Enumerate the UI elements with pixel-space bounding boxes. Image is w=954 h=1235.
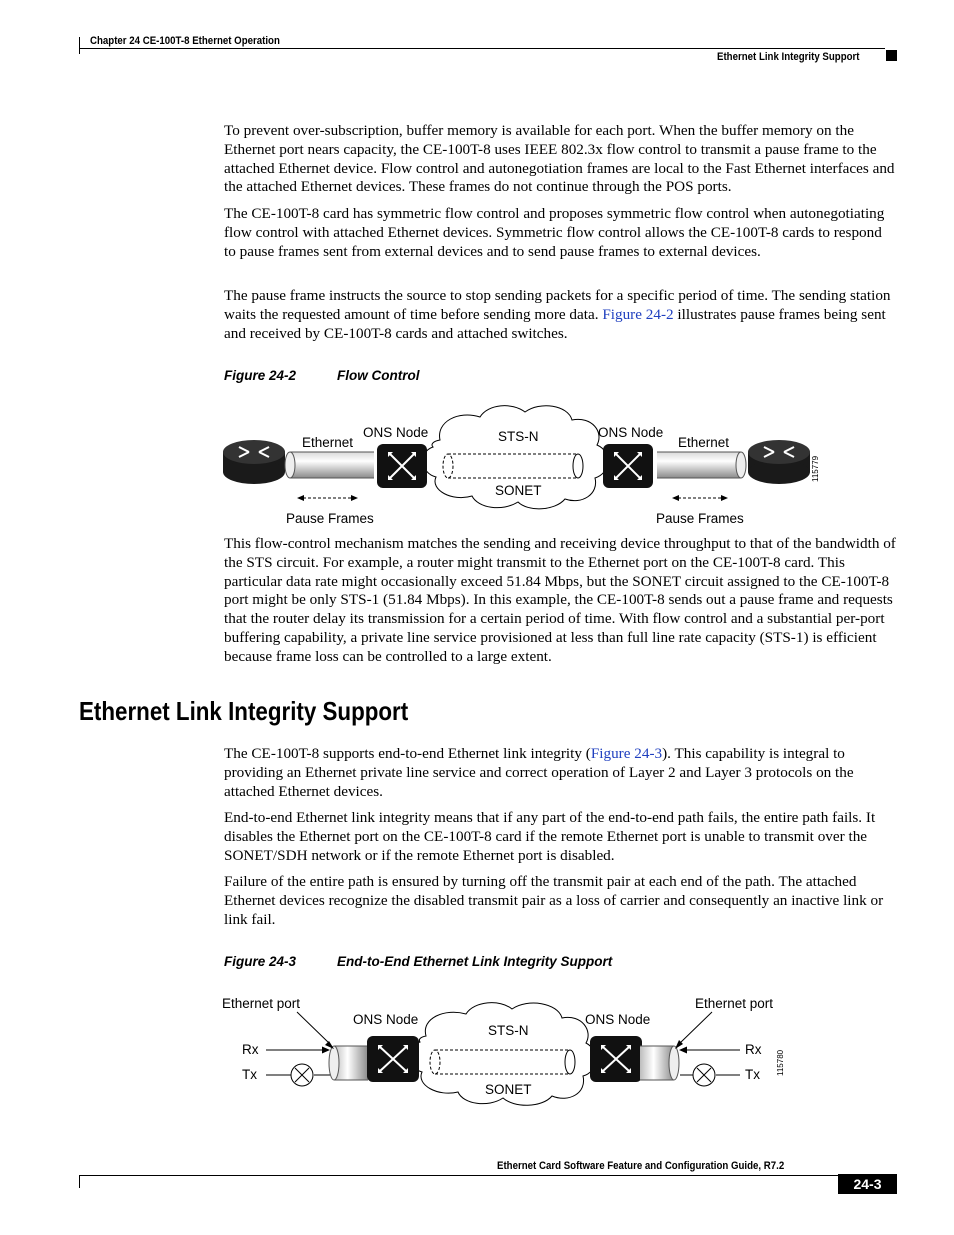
router-icon [748,440,810,484]
footer-left-rule [79,1175,80,1188]
body-paragraph: End-to-end Ethernet link integrity means that if any part of the end-to-end path fails, the entire path fails. It disables the Ethernet port on the CE-100T-8 card if the remote Ethernet port is unable to transmit over the SONET/SDH network or if the remote Ethernet port is disabled. [224,809,876,864]
body-paragraph: This flow-control mechanism matches the sending and receiving device throughput to that of the bandwidth of the STS circuit. For example, a router might transmit to the Ethernet port on the CE-100T-8 card. This particular data rate might occasionally exceed 51.84 Mbps, but the SONET circuit assigned to the CE-100T-8 port might be only STS-1 (51.84 Mbps). In this example, the CE-100T-8 sends out a pause frame and requests that the router delay its transmission for a certain period of time. With flow control and a substantial per-port buffering capability, a private line service provisioned at less than full line rate capacity (STS-1) is efficient because frame loss can be controlled to a large extent. [224,535,896,665]
body-paragraph: Failure of the entire path is ensured by turning off the transmit pair at each end of the path. The attached Ethernet devices recognize the disabled transmit pair as a loss of carrier and consequently an inactive link or link fail. [224,873,884,928]
pointer-arrow [675,1012,712,1049]
body-paragraph: To prevent over-subscription, buffer memory is available for each port. When the buffer memory on the Ethernet port nears capacity, the CE-100T-8 uses IEEE 802.3x flow control to transmit a pause frame to the attached Ethernet device. Flow control and autonegotiation frames are local to the Fast Ethernet interfaces and the attached Ethernet devices. These frames do not continue through the POS ports. [224,122,895,196]
label-sonet: SONET [485,1082,532,1097]
label-pause-frames-left: Pause Frames [286,511,374,526]
figure-title: End-to-End Ethernet Link Integrity Support [337,954,613,969]
label-sts-n: STS-N [488,1023,529,1038]
rx-arrow-right [679,1047,740,1054]
page-number: 24-3 [838,1174,897,1194]
body-text: The pause frame instructs the source to stop sending packets for a specific period of time. The sending station waits the requested amount of time before sending more data. [224,287,891,323]
ethernet-port-right [640,1046,679,1080]
label-ons-node-left: ONS Node [363,425,429,440]
figure-title: Flow Control [337,368,420,383]
figure-id: 115780 [776,1049,785,1076]
figure-24-2-link[interactable]: Figure 24-2 [602,305,674,323]
label-ons-node-left: ONS Node [353,1012,419,1027]
flow-control-diagram [0,0,954,540]
rx-arrow-left [266,1047,330,1054]
label-tx-right: Tx [745,1067,760,1082]
label-rx-right: Rx [745,1042,762,1057]
body-text: The CE-100T-8 supports end-to-end Ethernet link integrity ( [224,745,591,762]
body-paragraph: The CE-100T-8 card has symmetric flow control and proposes symmetric flow control when autonegotiating flow control with attached Ethernet devices. Symmetric flow control allows the CE-100T-8 cards to respond to pause frames sent from external devices and to send pause frames to external devices. [224,205,885,260]
router-icon [223,440,285,484]
section-heading: Ethernet Link Integrity Support [79,696,409,726]
ons-node-icon [367,1036,419,1082]
pause-frames-arrow-right [672,495,728,501]
label-rx-left: Rx [242,1042,259,1057]
figure-id: 115779 [811,455,820,482]
ons-node-icon [590,1036,642,1082]
footer-rule [79,1175,838,1176]
ons-node-icon [377,444,427,488]
ons-node-icon [603,444,653,488]
ethernet-link-right [657,452,746,478]
ethernet-port-left [329,1046,368,1080]
label-sts-n: STS-N [498,429,539,444]
label-ons-node-right: ONS Node [598,425,664,440]
ethernet-link-left [285,452,374,478]
label-ethernet-right: Ethernet [678,435,730,450]
pause-frames-arrow-left [297,495,358,501]
label-ethernet-port-right: Ethernet port [695,996,774,1011]
body-text: illustrates pause frames being sent and received by CE-100T-8 cards and attached switches. [224,305,886,342]
label-sonet: SONET [495,483,542,498]
body-paragraph [224,745,896,801]
link-integrity-diagram [0,980,954,1120]
tx-disabled-icon [680,1064,740,1086]
figure-24-3-link[interactable]: Figure 24-3 [590,745,663,762]
body-text: ). This capability is integral to providing an Ethernet private line service and correct operation of Layer 2 and Layer 3 protocols on the attached Ethernet devices. [224,745,854,800]
figure-number: Figure 24-3 [224,954,297,969]
header-section: Ethernet Link Integrity Support [717,51,860,63]
label-ethernet-port-left: Ethernet port [222,996,301,1011]
label-ethernet-left: Ethernet [302,435,354,450]
footer-guide-title: Ethernet Card Software Feature and Configuration Guide, R7.2 [497,1160,785,1172]
tx-disabled-icon [266,1064,330,1086]
label-pause-frames-right: Pause Frames [656,511,744,526]
label-tx-left: Tx [242,1067,257,1082]
label-ons-node-right: ONS Node [585,1012,651,1027]
pointer-arrow [297,1012,334,1049]
figure-number: Figure 24-2 [224,368,297,383]
header-chapter: Chapter 24 CE-100T-8 Ethernet Operation [90,35,280,47]
